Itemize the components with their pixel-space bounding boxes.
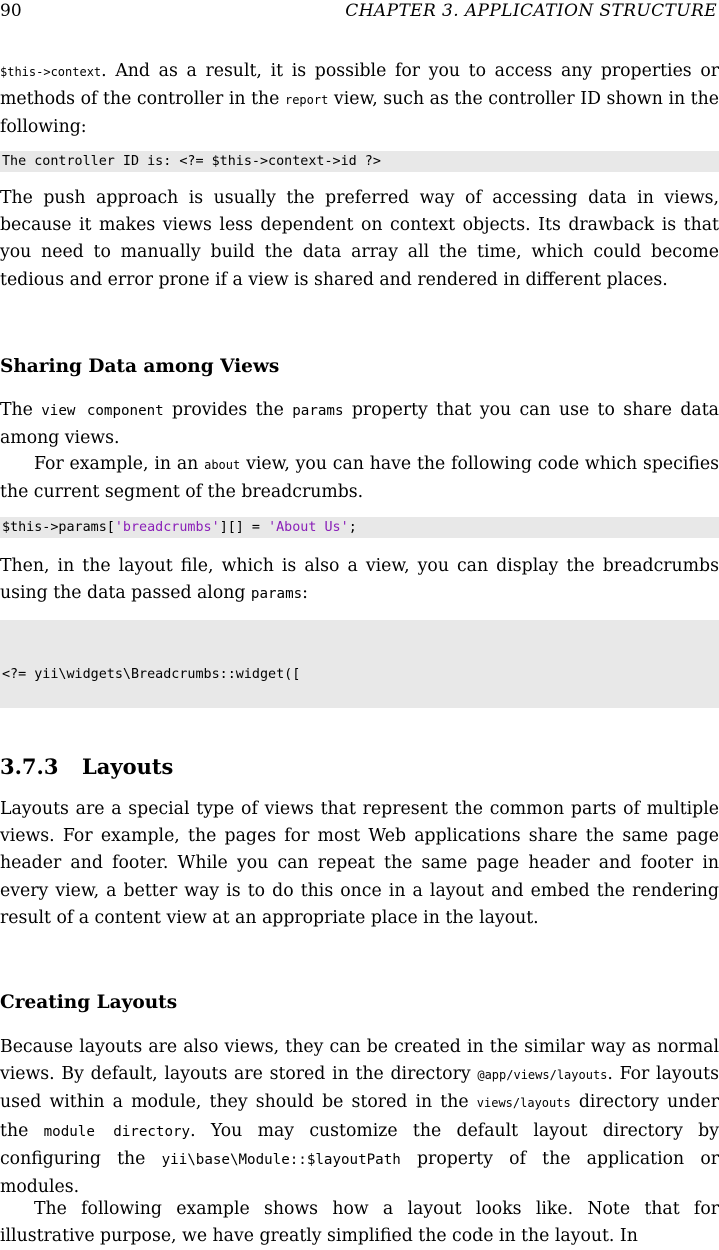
- code-block-controller-id: [0, 151, 719, 172]
- paragraph-layout-example: The following example shows how a layout looks like. Note that for illustrative purpose, we have greatly simplified the code in the layout. In: [0, 1199, 719, 1247]
- code-line: $this->params['breadcrumbs'][] = 'About Us';: [2, 520, 357, 535]
- paragraph-about-example: For example, in an about view, you can have the following code which specifies the current segment of the breadcrumbs.: [0, 454, 719, 503]
- subsection-heading-creating-layouts: Creating Layouts: [0, 992, 178, 1013]
- paragraph-layouts-intro: Layouts are a special type of views that represent the common parts of multiple views. For example, the pages for most Web applications share the same page header and footer. While you can repeat the same page header and footer in every view, a better way is to do this once in a layout and embed the rendering result of a content view at an appropriate place in the layout.: [0, 799, 719, 928]
- section-heading-layouts: [0, 752, 719, 782]
- inline-code-params: params: [292, 403, 344, 419]
- running-header: [0, 0, 719, 22]
- paragraph-layout-file: Then, in the layout file, which is also a view, you can display the breadcrumbs using the data passed along params:: [0, 556, 719, 604]
- inline-code-params: params: [250, 586, 303, 603]
- paragraph-push-approach: The push approach is usually the preferred way of accessing data in views, because it makes views less dependent on context objects. Its drawback is that you need to manually build the data array all the time, which could become tedious and error prone if a view is shared and rendered in different places.: [0, 188, 719, 290]
- inline-code-report: report: [284, 93, 329, 108]
- page-number: 90: [0, 1, 22, 21]
- code-block-breadcrumbs-widget: [0, 620, 719, 708]
- chapter-title: CHAPTER 3. APPLICATION STRUCTURE: [345, 1, 717, 21]
- inline-code-views-layouts: views/layouts: [476, 1096, 571, 1111]
- subsection-heading-sharing-data: Sharing Data among Views: [0, 356, 280, 377]
- inline-code-this-context: $this->context: [0, 65, 102, 79]
- code-block-breadcrumbs-param: [0, 517, 719, 538]
- code-line: <?= yii\widgets\Breadcrumbs::widget([: [2, 667, 301, 682]
- inline-code-module-directory: module directory: [43, 1123, 191, 1140]
- code-line: The controller ID is: <?= $this->context->id ?>: [2, 154, 381, 169]
- section-number: 3.7.3: [0, 754, 59, 779]
- paragraph-creating-layouts: Because layouts are also views, they can be created in the similar way as normal views. By default, layouts are stored in the directory @app/views/layouts. For layouts used within a module, they should be stored in the views/layouts directory under the module directory. You may customize the default layout directory by configuring the yii\base\Module::$layoutPath property of the application or modules.: [0, 1037, 719, 1198]
- inline-code-about: about: [204, 458, 241, 472]
- section-title: Layouts: [82, 754, 174, 779]
- inline-code-view-component: view component: [41, 403, 164, 419]
- paragraph-context: $this->context. And as a result, it is possible for you to access any properties or methods of the controller in the report view, such as the controller ID shown in the following:: [0, 61, 719, 138]
- inline-code-app-views-layouts: @app/views/layouts: [477, 1068, 608, 1083]
- inline-code-layout-path: yii\base\Module::$layoutPath: [161, 1151, 401, 1168]
- paragraph-view-component: The view component provides the params property that you can use to share data among views.: [0, 400, 719, 449]
